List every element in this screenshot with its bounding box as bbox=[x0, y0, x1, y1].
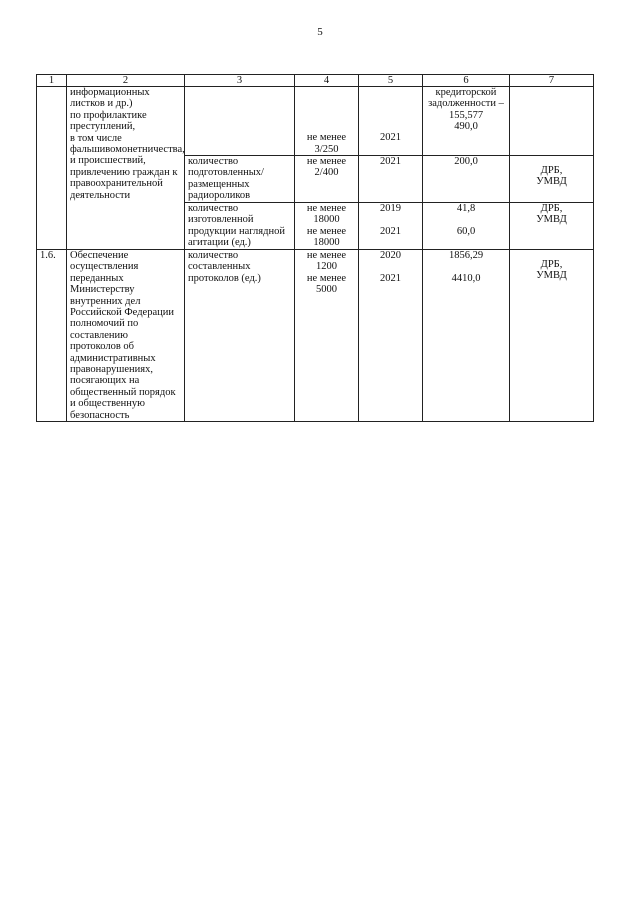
program-table-container bbox=[36, 74, 593, 422]
executor-cell bbox=[510, 87, 594, 156]
indicator-cell: количество составленных протоколов (ед.) bbox=[185, 250, 295, 422]
header-col-4: 4 bbox=[295, 75, 359, 87]
executor-cell: ДРБ, УМВД bbox=[510, 250, 594, 422]
program-table bbox=[36, 74, 594, 422]
amount-cell: 200,0 bbox=[423, 156, 510, 203]
amount-cell: 41,8 60,0 bbox=[423, 203, 510, 250]
executor-cell: ДРБ, УМВД bbox=[510, 203, 594, 250]
header-col-6: 6 bbox=[423, 75, 510, 87]
year-cell: 2019 2021 bbox=[359, 203, 423, 250]
amount-cell: 1856,29 4410,0 bbox=[423, 250, 510, 422]
activity-cell: информационных листков и др.) по профилактике преступлений, в том числе фальшивомонетничества, и происшествий, привлечению граждан к правоохранительной деятельности bbox=[67, 87, 185, 250]
target-cell: не менее 18000 не менее 18000 bbox=[295, 203, 359, 250]
indicator-cell bbox=[185, 87, 295, 156]
amount-cell: кредиторской задолженности – 155,577 490,0 bbox=[423, 87, 510, 156]
indicator-cell: количество изготовленной продукции наглядной агитации (ед.) bbox=[185, 203, 295, 250]
header-col-5: 5 bbox=[359, 75, 423, 87]
executor-cell: ДРБ, УМВД bbox=[510, 156, 594, 203]
row-number-cell bbox=[37, 87, 67, 250]
year-cell: 2021 bbox=[359, 156, 423, 203]
header-col-1: 1 bbox=[37, 75, 67, 87]
target-cell: не менее 3/250 bbox=[295, 87, 359, 156]
header-col-2: 2 bbox=[67, 75, 185, 87]
year-cell: 2020 2021 bbox=[359, 250, 423, 422]
activity-cell: Обеспечение осуществления переданных Министерству внутренних дел Российской Федерации полномочий по составлению протоколов об административных правонарушениях, посягающих на общественный порядок и общественную безопасность bbox=[67, 250, 185, 422]
indicator-cell: количество подготовленных/ размещенных радиороликов bbox=[185, 156, 295, 203]
year-cell: 2021 bbox=[359, 87, 423, 156]
header-col-7: 7 bbox=[510, 75, 594, 87]
target-cell: не менее 1200 не менее 5000 bbox=[295, 250, 359, 422]
page-number: 5 bbox=[317, 26, 323, 38]
header-row bbox=[37, 75, 594, 87]
target-cell: не менее 2/400 bbox=[295, 156, 359, 203]
header-col-3: 3 bbox=[185, 75, 295, 87]
table-row bbox=[37, 87, 594, 156]
row-number-cell: 1.6. bbox=[37, 250, 67, 422]
table-row bbox=[37, 250, 594, 422]
